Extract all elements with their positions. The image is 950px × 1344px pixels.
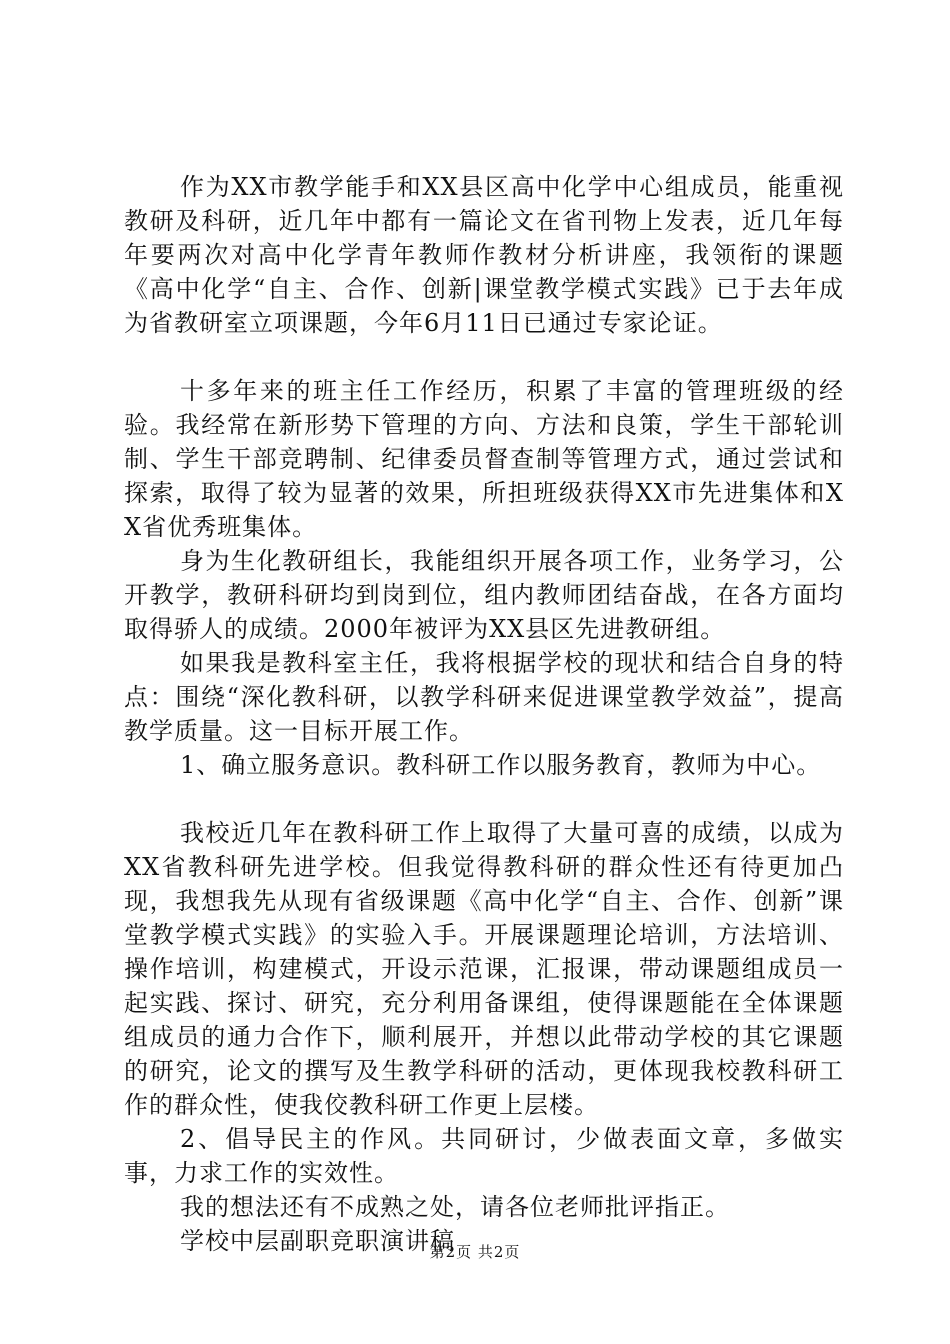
paragraph-plan-intro: 如果我是教科室主任，我将根据学校的现状和结合自身的特点：围绕“深化教科研，以教学科研来促进课堂教学效益”，提高教学质量。这一目标开展工作。 — [124, 649, 844, 745]
paragraph-school-achievements: 我校近几年在教科研工作上取得了大量可喜的成绩，以成为XX省教科研先进学校。但我觉得教科研的群众性还有待更加凸现，我想我先从现有省级课题《高中化学“自主、合作、创新”课堂教学模式实践》的实验入手。开展课题理论培训，方法培训、操作培训，构建模式，开设示范课，汇报课，带动课题组成员一起实践、探讨、研究，充分利用备课组，使得课题能在全体课题组成员的通力合作下，顺利展开，并想以此带动学校的其它课题的研究，论文的撰写及生教学科研的活动，更体现我校教科研工作的群众性，使我佼教科研工作更上层楼。 — [124, 819, 844, 1119]
paragraph-teaching-research: 作为XX市教学能手和XX县区高中化学中心组成员，能重视教研及科研，近几年中都有一篇论文在省刊物上发表，近几年每年要两次对高中化学青年教师作教材分析讲座，我领衔的课题《高中化学“自主、合作、创新|课堂教学模式实践》已于去年成为省教研室立项课题，今年6月11日已通过专家论证。 — [124, 173, 844, 337]
paragraph-point-two: 2、倡导民主的作风。共同研讨，少做表面文章，多做实事，力求工作的实效性。 — [124, 1125, 844, 1187]
document-body — [124, 170, 844, 1258]
paragraph-title-note: 学校中层副职竞职演讲稿 — [180, 1227, 455, 1255]
paragraph-point-one: 1、确立服务意识。教科研工作以服务教育，教师为中心。 — [180, 751, 822, 779]
paragraph-closing: 我的想法还有不成熟之处，请各位老师批评指正。 — [180, 1193, 730, 1221]
paragraph-gap — [124, 782, 844, 816]
paragraph-class-management: 十多年来的班主任工作经历，积累了丰富的管理班级的经验。我经常在新形势下管理的方向、方法和良策，学生干部轮训制、学生干部竞聘制、纪律委员督查制等管理方式，通过尝试和探索，取得了较为显著的效果，所担班级获得XX市先进集体和XX省优秀班集体。 — [124, 377, 844, 541]
page-number-footer: 第2页 共2页 — [429, 1243, 521, 1261]
paragraph-gap — [124, 340, 844, 374]
paragraph-group-leader: 身为生化教研组长，我能组织开展各项工作，业务学习，公开教学，教研科研均到岗到位，组内教师团结奋战，在各方面均取得骄人的成绩。2000年被评为XX县区先进教研组。 — [124, 547, 844, 643]
